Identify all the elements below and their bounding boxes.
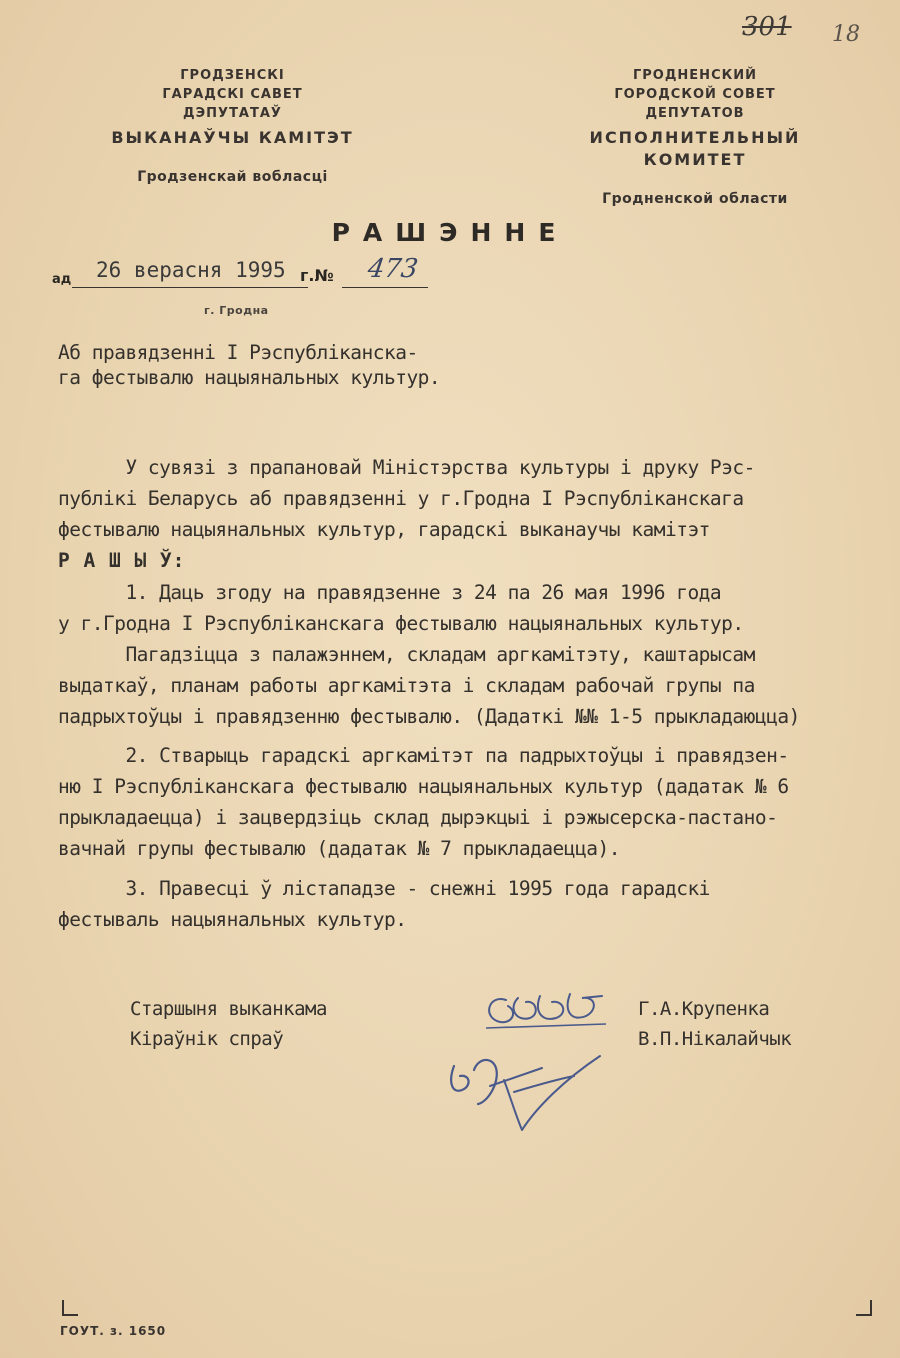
letterhead-line: ГОРОДСКОЙ СОВЕТ (614, 87, 776, 102)
document-subject (58, 340, 440, 390)
number-underline (342, 287, 428, 288)
body-line: выдаткаў, планам работы аргкамітэта і складам рабочай групы па (58, 674, 755, 697)
archive-number: 301 (742, 12, 792, 42)
document-date: 26 верасня 1995 (96, 258, 286, 282)
body-line: прыкладаецца) і зацвердзіць склад дырэкцыі і рэжысерска-пастано- (58, 806, 778, 829)
body-line: 3. Правесці ў лістападзе - снежні 1995 года гарадскі (58, 877, 710, 900)
chair-name: Г.А.Крупенка (638, 998, 770, 1020)
body-line: 1. Даць згоду на правядзенне з 24 па 26 мая 1996 года (58, 581, 722, 604)
chair-signature-icon (478, 988, 618, 1038)
signature-titles (130, 994, 327, 1054)
letterhead-line: ДЭПУТАТАЎ (183, 106, 282, 121)
body-line: фестывалю нацыянальных культур, гарадскі выканаучы камітэт (58, 518, 710, 541)
body-line: публікі Беларусь аб правядзенні у г.Гродна І Рэспубліканскага (58, 487, 744, 510)
document-number: 473 (365, 254, 420, 284)
body-line: ню І Рэспубліканскага фестывалю нацыянальных культур (дадатак № 6 (58, 775, 789, 798)
date-prefix: ад (52, 272, 72, 287)
date-underline (72, 287, 308, 288)
body-line: Пагадзіцца з палажэннем, складам аргкамітэту, каштарысам (58, 643, 755, 666)
signature-names (638, 994, 791, 1054)
letterhead-line: ГРОДНЕНСКИЙ (632, 68, 757, 83)
letterhead-committee: ИСПОЛНИТЕЛЬНЫЙ КОМИТЕТ (589, 128, 801, 169)
letterhead-line: ГРОДЗЕНСКІ (180, 68, 285, 83)
body-line: вачнай групы фестывалю (дадатак № 7 прыкладаецца). (58, 837, 620, 860)
body-line: у г.Гродна І Рэспубліканскага фестывалю нацыянальных культур. (58, 612, 744, 635)
body-line: 2. Стварыць гарадскі аргкамітэт па падрыхтоўцы і правядзен- (58, 744, 789, 767)
letterhead-region: Гродзенскай вобласці (137, 169, 328, 185)
body-line: У сувязі з прапановай Міністэрства культуры і друку Рэс- (58, 456, 755, 479)
form-code: ГОУТ. з. 1650 (60, 1324, 167, 1338)
number-label: г.№ (300, 266, 334, 285)
sheet-number: 18 (832, 22, 860, 47)
letterhead-line: ДЕПУТАТОВ (645, 106, 745, 121)
subject-line: га фестывалю нацыянальных культур. (58, 366, 441, 389)
manager-name: В.П.Нікалайчык (638, 1028, 792, 1050)
manager-signature-icon (444, 1046, 614, 1138)
letterhead-belarusian (100, 66, 365, 187)
letterhead-committee: ВЫКАНАЎЧЫ КАМІТЭТ (111, 128, 354, 147)
body-line: падрыхтоўцы і правядзенню фестывалю. (Дадаткі №№ 1-5 прыкладаюцца) (58, 705, 800, 728)
letterhead-region: Гродненской области (602, 191, 788, 207)
manager-title: Кіраўнік спраў (130, 1028, 284, 1050)
document-city: г. Гродна (204, 304, 269, 317)
chair-title: Старшыня выканкама (130, 998, 327, 1020)
corner-mark-right (856, 1300, 872, 1316)
corner-mark-left (62, 1300, 78, 1316)
document-title: РАШЭННЕ (331, 218, 569, 247)
letterhead-line: ГАРАДСКІ САВЕТ (162, 87, 303, 102)
letterhead-russian (540, 66, 850, 209)
body-line: фестываль нацыянальных культур. (58, 908, 407, 931)
decision-heading: Р А Ш Ы Ў: (58, 549, 186, 572)
subject-line: Аб правядзенні І Рэспубліканска- (58, 341, 418, 364)
